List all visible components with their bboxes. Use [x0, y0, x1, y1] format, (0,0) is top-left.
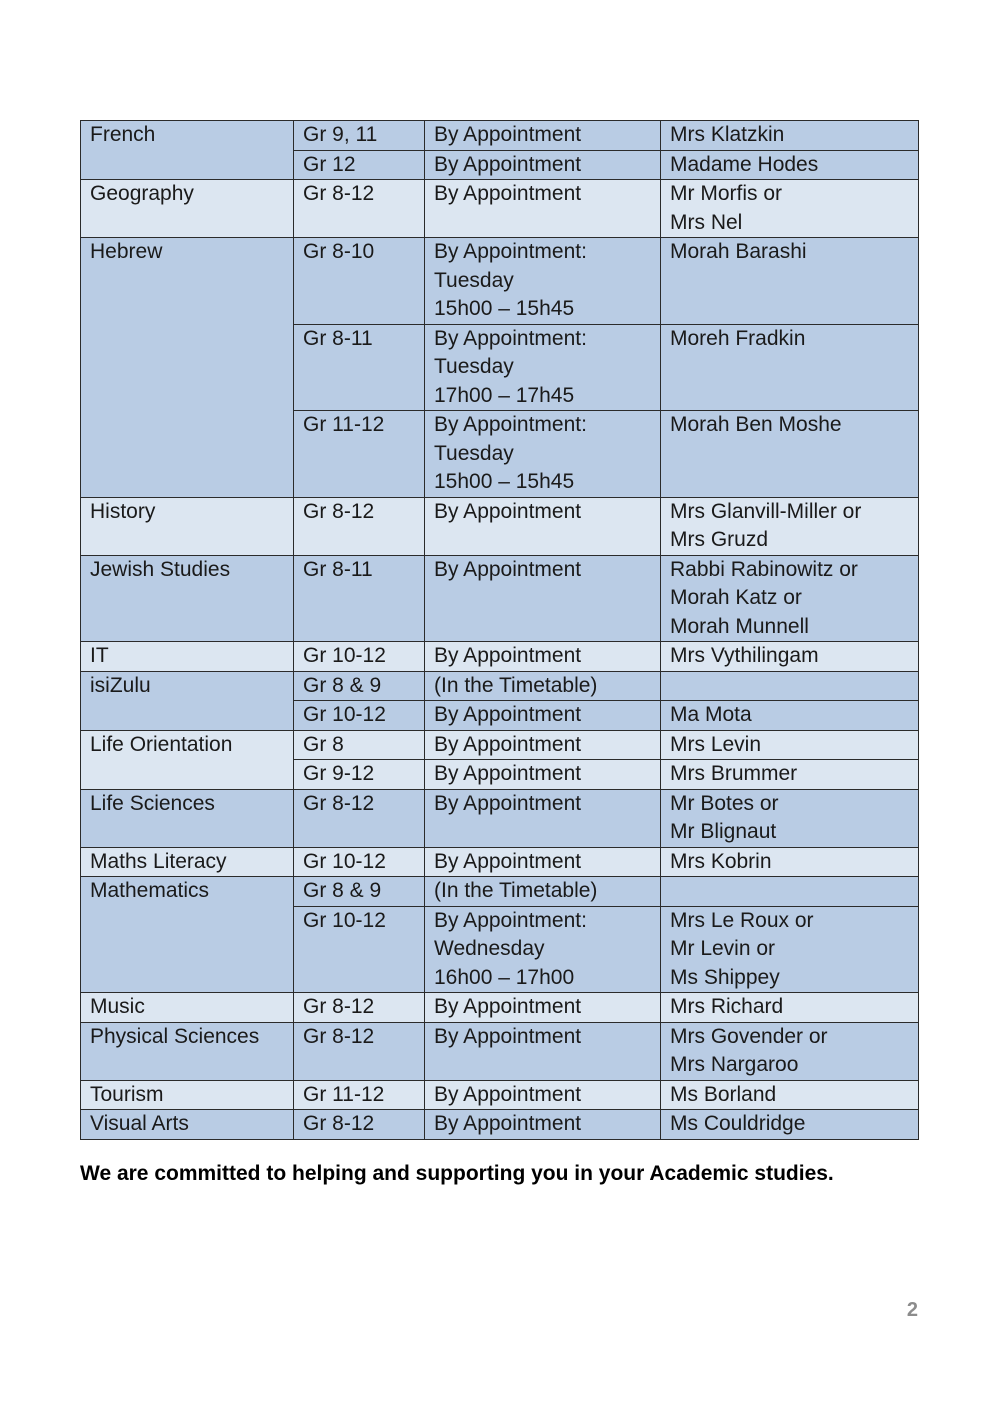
page-number: 2	[906, 1299, 918, 1321]
teacher-cell: Mrs Klatzkin	[661, 121, 919, 151]
grade-cell: Gr 8-12	[294, 180, 425, 238]
table-row	[81, 847, 919, 877]
teacher-cell: Mrs Le Roux or Mr Levin or Ms Shippey	[661, 906, 919, 993]
teacher-cell: Morah Barashi	[661, 238, 919, 325]
availability-cell: By Appointment	[425, 497, 661, 555]
teacher-cell: Mr Botes or Mr Blignaut	[661, 789, 919, 847]
teacher-cell: Rabbi Rabinowitz or Morah Katz or Morah Munnell	[661, 555, 919, 642]
availability-cell: (In the Timetable)	[425, 877, 661, 907]
teacher-cell: Madame Hodes	[661, 150, 919, 180]
grade-cell: Gr 8-11	[294, 555, 425, 642]
table-row	[81, 877, 919, 907]
availability-cell: By Appointment	[425, 121, 661, 151]
teacher-cell: Ms Couldridge	[661, 1110, 919, 1140]
grade-cell: Gr 8-12	[294, 1022, 425, 1080]
grade-cell: Gr 8 & 9	[294, 877, 425, 907]
grade-cell: Gr 8-12	[294, 1110, 425, 1140]
schedule-table-body	[81, 121, 919, 1140]
teacher-cell: Mrs Richard	[661, 993, 919, 1023]
subject-cell: History	[81, 497, 294, 555]
availability-cell: By Appointment	[425, 847, 661, 877]
availability-cell: By Appointment: Tuesday 15h00 – 15h45	[425, 238, 661, 325]
subject-cell: Tourism	[81, 1080, 294, 1110]
teacher-cell: Mrs Glanvill-Miller or Mrs Gruzd	[661, 497, 919, 555]
subject-cell: Physical Sciences	[81, 1022, 294, 1080]
table-row	[81, 497, 919, 555]
grade-cell: Gr 11-12	[294, 1080, 425, 1110]
availability-cell: By Appointment	[425, 1022, 661, 1080]
grade-cell: Gr 8	[294, 730, 425, 760]
teacher-cell: Mrs Kobrin	[661, 847, 919, 877]
grade-cell: Gr 10-12	[294, 701, 425, 731]
grade-cell: Gr 9, 11	[294, 121, 425, 151]
teacher-cell: Mrs Brummer	[661, 760, 919, 790]
teacher-cell: Moreh Fradkin	[661, 324, 919, 411]
availability-cell: By Appointment	[425, 701, 661, 731]
grade-cell: Gr 8-11	[294, 324, 425, 411]
grade-cell: Gr 8-12	[294, 993, 425, 1023]
subject-cell: Hebrew	[81, 238, 294, 498]
subject-cell: Jewish Studies	[81, 555, 294, 642]
teacher-cell: Mrs Vythilingam	[661, 642, 919, 672]
grade-cell: Gr 8-12	[294, 789, 425, 847]
table-row	[81, 1080, 919, 1110]
grade-cell: Gr 10-12	[294, 642, 425, 672]
teacher-cell: Morah Ben Moshe	[661, 411, 919, 498]
grade-cell: Gr 12	[294, 150, 425, 180]
grade-cell: Gr 10-12	[294, 847, 425, 877]
subject-cell: Life Sciences	[81, 789, 294, 847]
teacher-cell: Mrs Govender or Mrs Nargaroo	[661, 1022, 919, 1080]
availability-cell: By Appointment	[425, 180, 661, 238]
table-row	[81, 730, 919, 760]
table-row	[81, 555, 919, 642]
closing-note: We are committed to helping and supporting you in your Academic studies.	[80, 1162, 834, 1185]
subject-cell: Life Orientation	[81, 730, 294, 789]
subject-cell: Visual Arts	[81, 1110, 294, 1140]
availability-cell: By Appointment	[425, 1110, 661, 1140]
subject-cell: Music	[81, 993, 294, 1023]
teacher-cell: Mrs Levin	[661, 730, 919, 760]
table-row	[81, 180, 919, 238]
availability-cell: By Appointment: Tuesday 15h00 – 15h45	[425, 411, 661, 498]
availability-cell: By Appointment: Wednesday 16h00 – 17h00	[425, 906, 661, 993]
availability-cell: By Appointment	[425, 642, 661, 672]
availability-cell: By Appointment	[425, 993, 661, 1023]
grade-cell: Gr 8-10	[294, 238, 425, 325]
teacher-cell	[661, 877, 919, 907]
table-row	[81, 789, 919, 847]
subject-cell: IT	[81, 642, 294, 672]
availability-cell: By Appointment	[425, 1080, 661, 1110]
table-row	[81, 993, 919, 1023]
grade-cell: Gr 11-12	[294, 411, 425, 498]
table-row	[81, 1110, 919, 1140]
availability-cell: By Appointment: Tuesday 17h00 – 17h45	[425, 324, 661, 411]
grade-cell: Gr 9-12	[294, 760, 425, 790]
availability-cell: By Appointment	[425, 760, 661, 790]
subject-schedule-table	[80, 120, 919, 1140]
table-row	[81, 121, 919, 151]
availability-cell: By Appointment	[425, 150, 661, 180]
grade-cell: Gr 10-12	[294, 906, 425, 993]
teacher-cell: Ma Mota	[661, 701, 919, 731]
subject-cell: isiZulu	[81, 671, 294, 730]
grade-cell: Gr 8 & 9	[294, 671, 425, 701]
table-row	[81, 238, 919, 325]
table-row	[81, 671, 919, 701]
teacher-cell	[661, 671, 919, 701]
availability-cell: By Appointment	[425, 789, 661, 847]
grade-cell: Gr 8-12	[294, 497, 425, 555]
availability-cell: (In the Timetable)	[425, 671, 661, 701]
table-row	[81, 1022, 919, 1080]
teacher-cell: Mr Morfis or Mrs Nel	[661, 180, 919, 238]
subject-cell: Maths Literacy	[81, 847, 294, 877]
availability-cell: By Appointment	[425, 555, 661, 642]
subject-cell: Mathematics	[81, 877, 294, 993]
availability-cell: By Appointment	[425, 730, 661, 760]
subject-cell: Geography	[81, 180, 294, 238]
teacher-cell: Ms Borland	[661, 1080, 919, 1110]
table-row	[81, 642, 919, 672]
subject-cell: French	[81, 121, 294, 180]
